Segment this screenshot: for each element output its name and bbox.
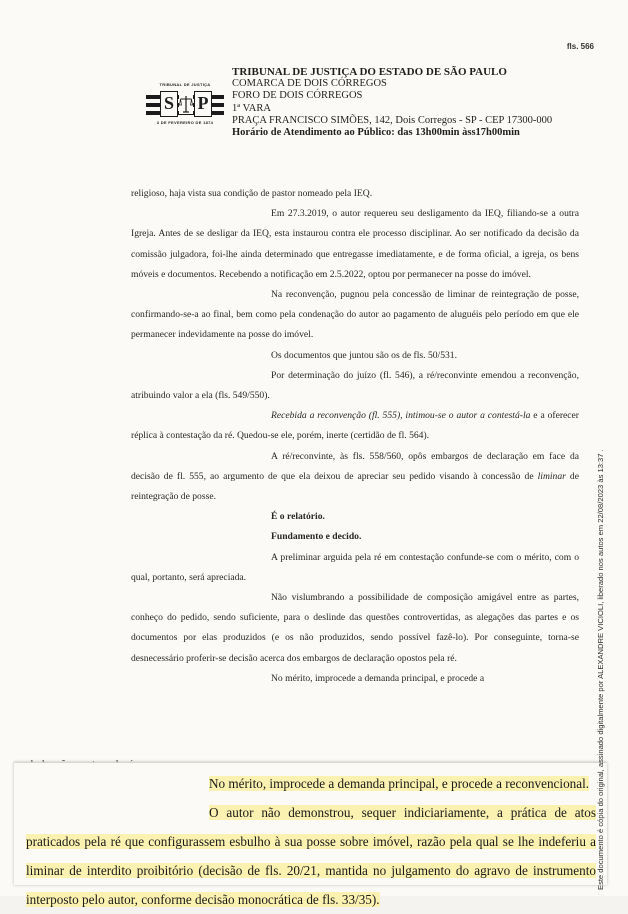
page-number: fls. 566: [566, 42, 594, 51]
comarca: COMARCA DE DOIS CÓRREGOS: [232, 78, 387, 90]
italic-text: liminar: [537, 470, 566, 482]
paragraph: [131, 447, 579, 508]
foro: FORO DE DOIS CÓRREGOS: [232, 90, 363, 102]
paragraph: No mérito, improcede a demanda principal, e procede a: [271, 672, 485, 684]
logo-emblem: [146, 91, 224, 117]
logo-letter-p: P: [194, 91, 212, 117]
paragraph-text: e a oferecer réplica à contestação da ré. Quedou-se ele, porém, inerte (certidão de fl. 564).: [131, 410, 579, 442]
paragraph: Na reconvenção, pugnou pela concessão de liminar de reintegração de posse, confirmando-se-a ao final, bem como pela condenação do autor ao pagamento de aluguéis pelo período em que ele permanecer indevidamente na posse do imóvel.: [131, 289, 579, 341]
paragraph-text: A ré/reconvinte, às fls. 558/560, opôs embargos de declaração em face da decisão de fl. 555, ao argumento de que ela deixou de apreciar seu pedido visando à concessão de: [131, 450, 579, 482]
section-heading: É o relatório.: [271, 511, 325, 523]
zoomed-text: [26, 769, 596, 914]
paragraph: Não vislumbrando a possibilidade de composição amigável entre as partes, conheço do pedido, sendo suficiente, para o deslinde das questões controvertidas, as alegações das partes e os documentos por elas produzidos (e os não produzidos, sendo possível fazê-lo). Por conseguinte, torna-se desnecessário proferir-se decisão acerca dos embargos de declaração opostos pela ré.: [131, 592, 579, 664]
highlighted-paragraph: [26, 798, 596, 914]
section-heading: Fundamento e decido.: [271, 531, 362, 543]
paragraph: religioso, haja vista sua condição de pastor nomeado pela IEQ.: [131, 188, 373, 199]
court-address: PRAÇA FRANCISCO SIMÕES, 142, Dois Corregos - SP - CEP 17300-000: [232, 114, 553, 126]
court-name: TRIBUNAL DE JUSTIÇA DO ESTADO DE SÃO PAULO: [232, 66, 507, 78]
court-logo: [146, 80, 224, 140]
header-text: [232, 66, 562, 139]
paragraph: [131, 406, 579, 446]
paragraph: Em 27.3.2019, o autor requereu seu desligamento da IEQ, filiando-se a outra Igreja. Antes de se desligar da IEQ, esta instaurou contra ele processo disciplinar. Ao ser notificado da decisão da comissão julgadora, foi-lhe ainda determinado que entregasse imediatamente, e de forma oficial, a igreja, os bens móveis e documentos. Recebendo a notificação em 2.5.2022, optou por permanecer na posse do imóvel.: [131, 208, 579, 280]
highlight: No mérito, improcede a demanda principal, e procede a reconvencional.: [209, 776, 590, 791]
italic-text: Recebida a reconvenção (fl. 555), intimou-se o autor a contestá-la: [271, 410, 531, 422]
paragraph-text: de reintegração de posse.: [131, 470, 579, 503]
logo-top-caption: TRIBUNAL DE JUSTIÇA: [159, 82, 211, 87]
highlight: O autor não demonstrou, sequer indiciariamente, a prática de atos praticados pela ré que configurassem esbulho à sua posse sobre imóvel, razão pela qual se lhe indeferiu a liminar de interdito proibitório (decisão de fls. 20/21, mantida no julgamento do agravo de instrumento interposto pelo autor, conforme decisão monocrática de fls. 33/35).: [26, 805, 596, 907]
office-hours: Horário de Atendimento ao Público: das 13h00min àss17h00min: [232, 127, 520, 139]
zoomed-excerpt: [14, 762, 607, 907]
vara: 1ª VARA: [232, 102, 271, 114]
scales-of-justice-icon: [179, 94, 193, 114]
paragraph: Os documentos que juntou são os de fls. 50/531.: [271, 349, 457, 361]
document-body: [131, 184, 579, 689]
highlighted-paragraph: [26, 769, 596, 798]
logo-bottom-caption: 3 DE FEVEREIRO DE 1874: [156, 120, 214, 125]
logo-letter-s: S: [160, 91, 178, 117]
paragraph: Por determinação do juízo (fl. 546), a ré/reconvinte emendou a reconvenção, atribuindo valor a ela (fls. 549/550).: [131, 369, 579, 402]
digital-signature-note: Este documento é cópia do original, assinado digitalmente por ALEXANDRE VICIOLI, liberado nos autos em 22/08/2023 às 13:37 .: [596, 449, 605, 890]
paragraph: A preliminar arguida pela ré em contestação confunde-se com o mérito, com o qual, portanto, será apreciada.: [131, 551, 579, 583]
